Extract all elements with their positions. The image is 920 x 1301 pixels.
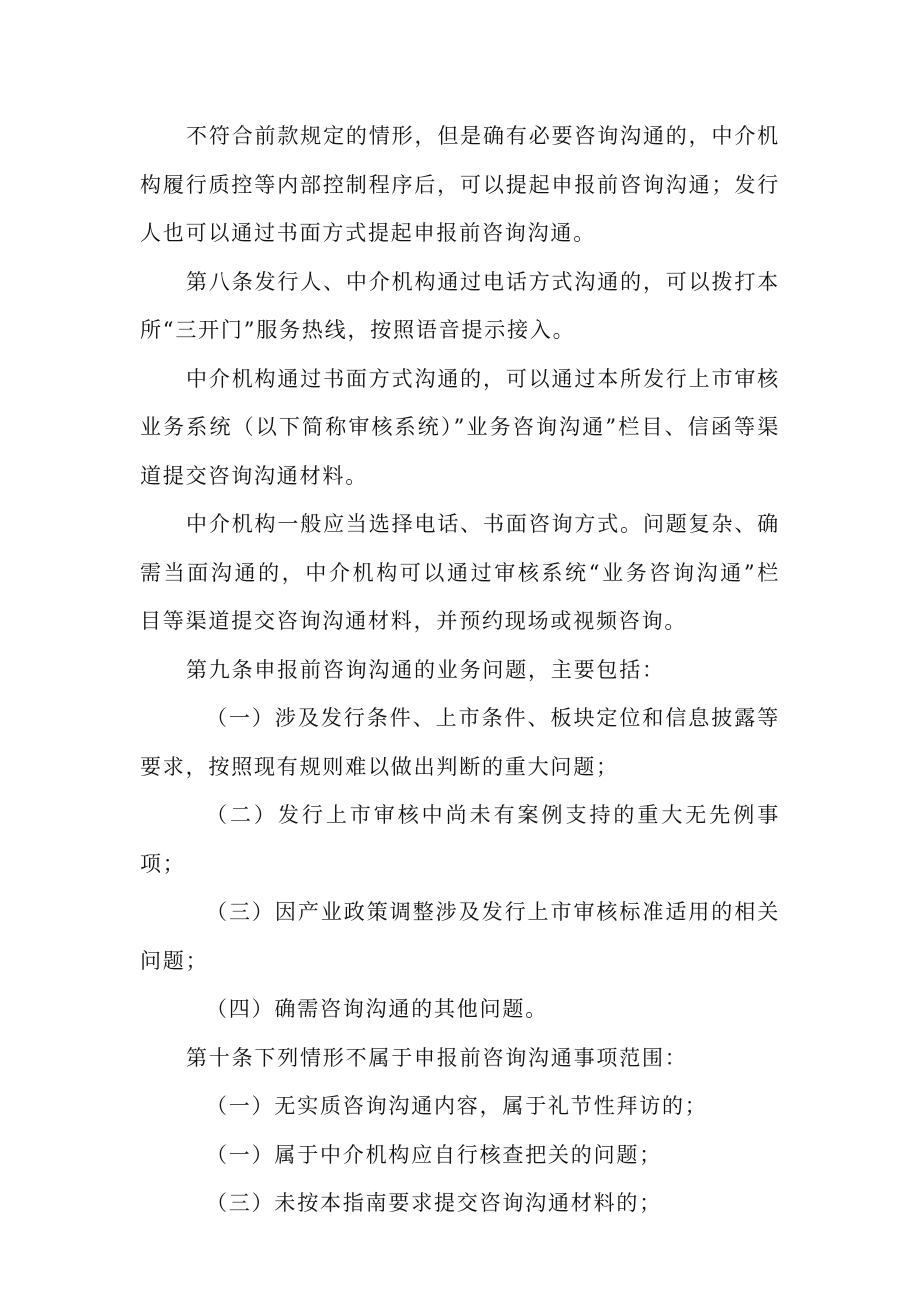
list-item-10-2: （一）属于中介机构应自行核查把关的问题； (206, 1142, 662, 1167)
list-item-9-1: （一）涉及发行条件、上市条件、板块定位和信息披露等要求，按照现有规则难以做出判断的重大问题； (140, 706, 780, 779)
paragraph-article-10: 第十条下列情形不属于申报前咨询沟通事项范围： (186, 1045, 688, 1070)
list-item-10-3: （三）未按本指南要求提交咨询沟通材料的； (206, 1191, 662, 1215)
paragraph-4: 中介机构一般应当选择电话、书面咨询方式。问题复杂、确需当面沟通的，中介机构可以通过审核系统“业务咨询沟通”栏目等渠道提交咨询沟通材料，并预约现场或视频咨询。 (140, 512, 780, 633)
paragraph-article-9: 第九条申报前咨询沟通的业务问题，主要包括： (186, 657, 665, 682)
paragraph-article-8: 第八条发行人、中介机构通过电话方式沟通的，可以拨打本所“三开门”服务热线，按照语音提示接入。 (140, 269, 780, 342)
list-item-10-1: （一）无实质咨询沟通内容，属于礼节性拜访的； (206, 1094, 708, 1118)
document-body (140, 112, 780, 1228)
list-item-9-3: （三）因产业政策调整涉及发行上市审核标准适用的相关问题； (140, 900, 780, 973)
paragraph-3: 中介机构通过书面方式沟通的，可以通过本所发行上市审核业务系统（以下简称审核系统）”业务咨询沟通”栏目、信函等渠道提交咨询沟通材料。 (140, 366, 780, 488)
list-item-9-2: （二）发行上市审核中尚未有案例支持的重大无先例事项； (140, 803, 780, 876)
paragraph-1: 不符合前款规定的情形，但是确有必要咨询沟通的，中介机构履行质控等内部控制程序后，可以提起申报前咨询沟通；发行人也可以通过书面方式提起申报前咨询沟通。 (140, 124, 780, 245)
list-item-9-4: （四）确需咨询沟通的其他问题。 (206, 997, 548, 1021)
